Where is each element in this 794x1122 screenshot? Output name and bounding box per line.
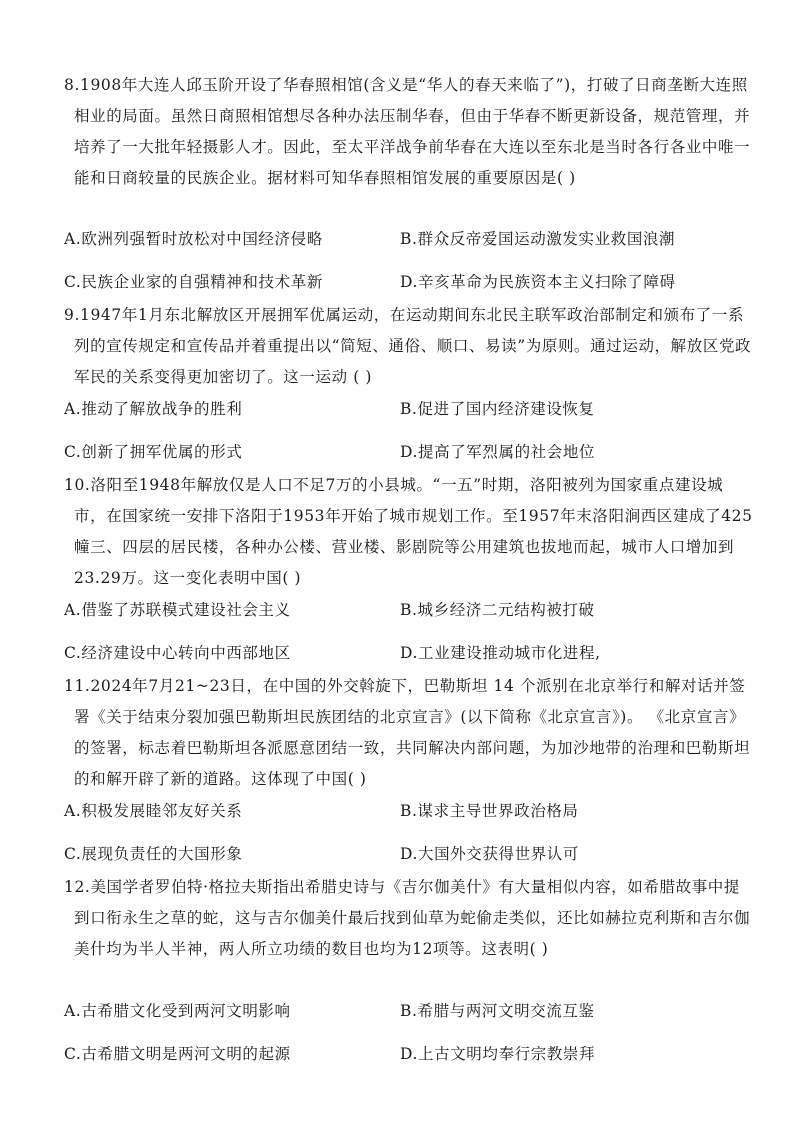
options-row bbox=[64, 397, 754, 421]
option-d[interactable]: D.提高了军烈属的社会地位 bbox=[400, 443, 596, 461]
option-c[interactable]: C.展现负责任的大国形象 bbox=[64, 845, 243, 863]
option-c[interactable]: C.古希腊文明是两河文明的起源 bbox=[64, 1045, 291, 1063]
options-row bbox=[64, 842, 754, 866]
option-c[interactable]: C.民族企业家的自强精神和技术革新 bbox=[64, 273, 323, 291]
option-b[interactable]: B.谋求主导世界政治格局 bbox=[400, 802, 579, 820]
option-a[interactable]: A.积极发展睦邻友好关系 bbox=[64, 802, 243, 820]
options-row bbox=[64, 799, 754, 823]
question-11 bbox=[64, 671, 754, 795]
options-row bbox=[64, 270, 754, 294]
option-b[interactable]: B.群众反帝爱国运动激发实业救国浪潮 bbox=[400, 230, 676, 248]
option-b[interactable]: B.城乡经济二元结构被打破 bbox=[400, 601, 595, 619]
option-a[interactable]: A.推动了解放战争的胜利 bbox=[64, 400, 243, 418]
question-12 bbox=[64, 872, 754, 965]
option-d[interactable]: D.大国外交获得世界认可 bbox=[400, 845, 580, 863]
option-d[interactable]: D.辛亥革命为民族资本主义扫除了障碍 bbox=[400, 273, 676, 291]
option-d[interactable]: D.上古文明均奉行宗教崇拜 bbox=[400, 1045, 596, 1063]
question-8 bbox=[64, 70, 754, 194]
question-stem: 9.1947年1月东北解放区开展拥军优属运动，在运动期间东北民主联军政治部制定和颁布了一系列的宣传规定和宣传品并着重提出以“简短、通俗、顺口、易读”为原则。通过运动，解放区党政军民的关系变得更加密切了。这一运动 ( ) bbox=[64, 306, 752, 386]
options-row bbox=[64, 641, 754, 665]
question-stem: 10.洛阳至1948年解放仅是人口不足7万的小县城。“一五”时期，洛阳被列为国家重点建设城市，在国家统一安排下洛阳于1953年开始了城市规划工作。至1957年末洛阳涧西区建成了425幢三、四层的居民楼，各种办公楼、营业楼、影剧院等公用建筑也拔地而起，城市人口增加到23.29万。这一变化表明中国( ) bbox=[64, 476, 753, 587]
question-10 bbox=[64, 470, 754, 594]
options-row bbox=[64, 1042, 754, 1066]
options-row bbox=[64, 227, 754, 251]
option-a[interactable]: A.借鉴了苏联模式建设社会主义 bbox=[64, 601, 291, 619]
question-stem: 11.2024年7月21~23日，在中国的外交斡旋下，巴勒斯坦 14 个派别在北京举行和解对话并签署《关于结束分裂加强巴勒斯坦民族团结的北京宣言》(以下简称《北京宣言》)。 《北京宣言》的签署，标志着巴勒斯坦各派愿意团结一致，共同解决内部问题，为加沙地带的治理和巴勒斯坦的和解开辟了新的道路。这体现了中国( ) bbox=[64, 677, 751, 788]
option-b[interactable]: B.希腊与两河文明交流互鉴 bbox=[400, 1002, 595, 1020]
option-c[interactable]: C.经济建设中心转向中西部地区 bbox=[64, 644, 291, 662]
option-a[interactable]: A.古希腊文化受到两河文明影响 bbox=[64, 1002, 291, 1020]
options-row bbox=[64, 999, 754, 1023]
option-b[interactable]: B.促进了国内经济建设恢复 bbox=[400, 400, 595, 418]
options-row bbox=[64, 440, 754, 464]
option-c[interactable]: C.创新了拥军优属的形式 bbox=[64, 443, 243, 461]
question-9 bbox=[64, 300, 754, 393]
option-a[interactable]: A.欧洲列强暂时放松对中国经济侵略 bbox=[64, 230, 323, 248]
option-d[interactable]: D.工业建设推动城市化进程, bbox=[400, 644, 601, 662]
question-stem: 8.1908年大连人邱玉阶开设了华春照相馆(含义是“华人的春天来临了”)，打破了日商垄断大连照相业的局面。虽然日商照相馆想尽各种办法压制华春，但由于华春不断更新设备，规范管理，并培养了一大批年轻摄影人才。因此，至太平洋战争前华春在大连以至东北是当时各行各业中唯一能和日商较量的民族企业。据材料可知华春照相馆发展的重要原因是( ) bbox=[64, 76, 751, 187]
question-stem: 12.美国学者罗伯特·格拉夫斯指出希腊史诗与《吉尔伽美什》有大量相似内容，如希腊故事中提到口衔永生之草的蛇，这与吉尔伽美什最后找到仙草为蛇偷走类似，还比如赫拉克利斯和吉尔伽美什均为半人半神，两人所立功绩的数目也均为12项等。这表明( ) bbox=[64, 878, 751, 958]
options-row bbox=[64, 598, 754, 622]
